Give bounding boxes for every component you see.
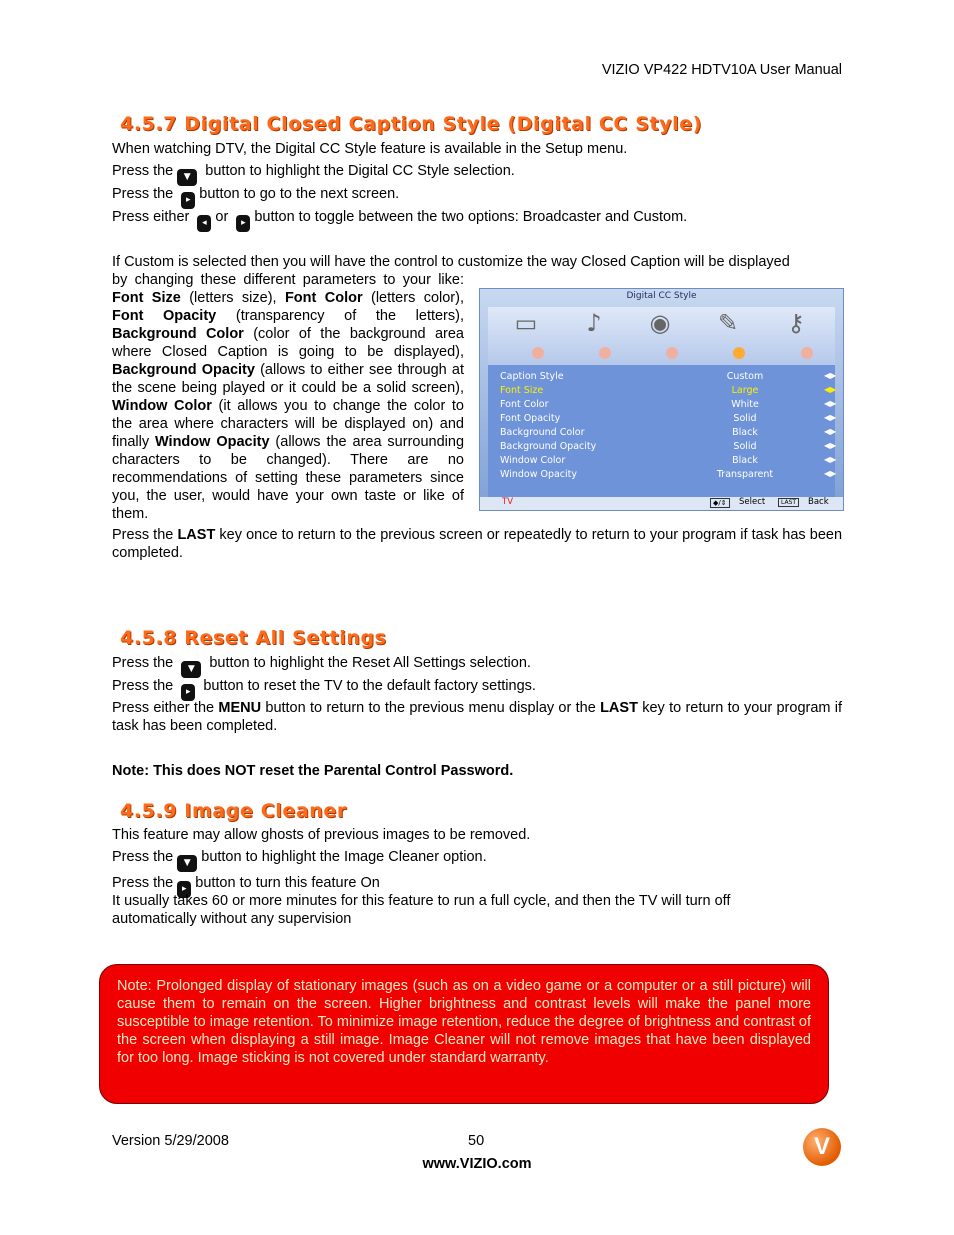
menu-pointer-icon	[801, 347, 813, 359]
tv-menu-footer	[480, 497, 843, 510]
last-key-instruction: Press the LAST key once to return to the previous screen or repeatedly to return to your program if task has been completed.	[112, 527, 843, 561]
left-button-icon: ◂	[197, 215, 211, 232]
left-right-arrow-icon: ◀▶	[824, 385, 837, 394]
tv-menu-row: Font Opacity Solid ◀▶	[500, 413, 837, 424]
step-toggle: Press either ◂ or ▸ button to toggle between the two options: Broadcaster and Custom.	[112, 208, 842, 232]
tv-menu-row: Window Opacity Transparent ◀▶	[500, 469, 837, 480]
left-right-arrow-icon: ◀▶	[824, 455, 837, 464]
left-right-arrow-icon: ◀▶	[824, 427, 837, 436]
last-key-icon: LAST	[778, 498, 799, 507]
menu-pointer-selected-icon	[733, 347, 745, 359]
page-number: 50	[468, 1133, 485, 1149]
digital-cc-style-screenshot	[479, 288, 844, 511]
step-next-screen: Press the ▸ button to go to the next screen.	[112, 185, 842, 209]
right-button-icon: ▸	[181, 684, 195, 701]
footer-version: Version 5/29/2008	[112, 1133, 229, 1149]
tv-menu-row: Background Color Black ◀▶	[500, 427, 837, 438]
right-button-icon: ▸	[177, 881, 191, 898]
tv-menu-row: Font Color White ◀▶	[500, 399, 837, 410]
left-right-arrow-icon: ◀▶	[824, 413, 837, 422]
tv-menu-row: Caption Style Custom ◀▶	[500, 371, 837, 382]
reset-step-confirm: Press the ▸ button to reset the TV to the default factory settings.	[112, 677, 842, 701]
tv-menu-row: Background Opacity Solid ◀▶	[500, 441, 837, 452]
setup-icon: ✎	[717, 309, 739, 337]
tv-menu-title: Digital CC Style	[626, 291, 697, 301]
picture-icon: ▭	[514, 309, 538, 337]
warning-text: Note: Prolonged display of stationary images (such as on a video game or a computer or a still picture) will cause them to remain on the screen. Higher brightness and contrast levels will make the panel more susceptible to image retention. To minimize image retention, reduce the degree of brightness and contrast of the screen when displaying a still image. Image Cleaner will not remove images that have been displayed for too long. Image sticking is not covered under standard warranty.	[117, 978, 811, 1066]
tv-menu-list	[488, 365, 835, 503]
left-right-arrow-icon: ◀▶	[824, 469, 837, 478]
heading-digital-cc-style: 4.5.7 Digital Closed Caption Style (Digital CC Style)	[120, 113, 703, 135]
image-cleaner-intro: This feature may allow ghosts of previous images to be removed.	[112, 827, 531, 843]
menu-pointer-icon	[599, 347, 611, 359]
select-keys-icon: ◆/⇕	[710, 498, 730, 508]
parental-key-icon: ⚷	[787, 309, 805, 337]
footer-url: www.VIZIO.com	[422, 1156, 532, 1172]
tv-icon: ◉	[649, 309, 671, 337]
tv-source-label: TV	[502, 497, 514, 507]
heading-image-cleaner: 4.5.9 Image Cleaner	[120, 800, 347, 822]
tv-menu-row-selected: Font Size Large ◀▶	[500, 385, 837, 396]
down-button-icon: ▼	[181, 661, 201, 678]
back-label: Back	[808, 497, 829, 507]
vizio-logo-icon: V	[803, 1128, 841, 1166]
left-right-arrow-icon: ◀▶	[824, 441, 837, 450]
intro-digital-cc: When watching DTV, the Digital CC Style feature is available in the Setup menu.	[112, 141, 628, 157]
menu-pointer-icon	[532, 347, 544, 359]
image-retention-warning	[99, 964, 829, 1104]
manual-title: VIZIO VP422 HDTV10A User Manual	[601, 62, 842, 78]
reset-step-return: Press either the MENU button to return to the previous menu display or the LAST key to return to your program if task has been completed.	[112, 700, 843, 734]
down-button-icon: ▼	[177, 169, 197, 186]
select-label: Select	[739, 497, 766, 507]
tv-menu-icon-bar	[488, 307, 835, 367]
right-button-icon: ▸	[181, 192, 195, 209]
image-cleaner-step-on: Press the ▸ button to turn this feature On	[112, 874, 842, 898]
down-button-icon: ▼	[177, 855, 197, 872]
image-cleaner-duration: It usually takes 60 or more minutes for this feature to run a full cycle, and then the TV will turn off automatically without any supervision	[112, 893, 731, 927]
tv-menu-row: Window Color Black ◀▶	[500, 455, 837, 466]
heading-reset-all-settings: 4.5.8 Reset All Settings	[120, 627, 387, 649]
image-cleaner-step-highlight: Press the ▼ button to highlight the Image Cleaner option.	[112, 848, 842, 872]
left-right-arrow-icon: ◀▶	[824, 399, 837, 408]
step-highlight: Press the ▼ button to highlight the Digital CC Style selection.	[112, 162, 842, 186]
menu-pointer-icon	[666, 347, 678, 359]
audio-icon: ♪	[586, 309, 602, 337]
reset-step-highlight: Press the ▼ button to highlight the Reset All Settings selection.	[112, 654, 842, 678]
parameters-paragraph: by changing these different parameters to your like: Font Size (letters size), Font Color (letters color), Font Opacity (transparency of the letters), Background Color (color of the background area where Closed Caption is going to be displayed), Background Opacity (allows to either see through at the scene being played or it could be a solid screen), Window Color (it allows you to change the color to the area where characters will be displayed on) and finally Window Opacity (allows the area surrounding characters to be changed). There are no recommendations of setting these parameters since you, the user, would have your own taste or like of them.	[112, 272, 465, 522]
reset-note: Note: This does NOT reset the Parental Control Password.	[112, 763, 514, 779]
right-button-icon: ▸	[236, 215, 250, 232]
custom-line: If Custom is selected then you will have the control to customize the way Closed Caption will be displayed	[112, 254, 790, 270]
left-right-arrow-icon: ◀▶	[824, 371, 837, 380]
